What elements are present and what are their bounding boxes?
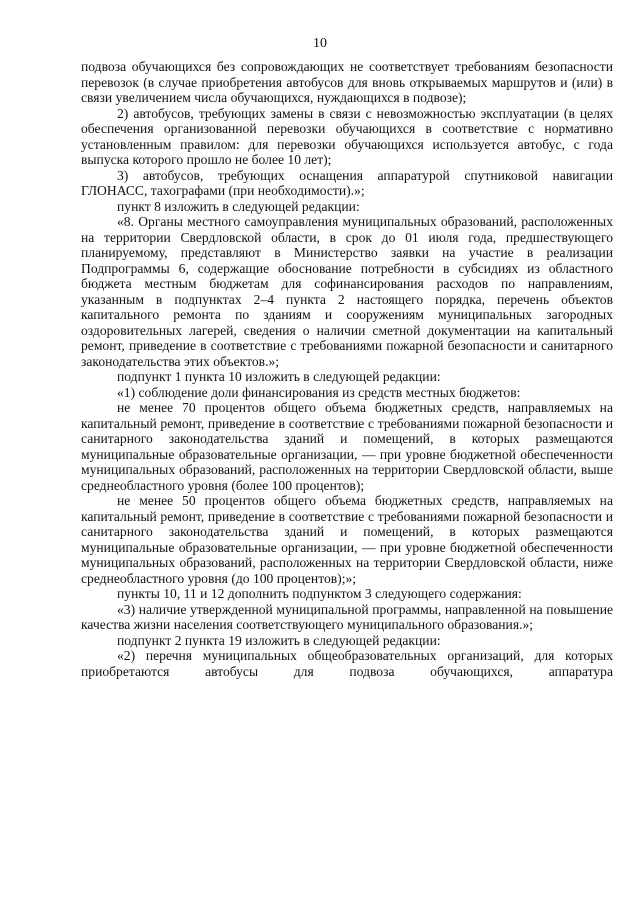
paragraph: подпункт 2 пункта 19 изложить в следующей редакции: bbox=[117, 632, 441, 648]
paragraph: пункт 8 изложить в следующей редакции: bbox=[117, 198, 360, 214]
paragraph: «1) соблюдение доли финансирования из средств местных бюджетов: bbox=[117, 384, 521, 400]
paragraph: «2) перечня муниципальных общеобразовательных организаций, для которых приобретаются автобусы для подвоза обучающихся, аппаратура bbox=[81, 648, 613, 679]
paragraph: «8. Органы местного самоуправления муниципальных образований, расположенных на территории Свердловской области, в срок до 01 июля года, предшествующего планируемому, представляют в Министерство заявки на участие в реализации Подпрограммы 6, содержащие обоснование потребности в субсидиях из областного бюджета местным бюджетам для софинансирования расходов по направлениям, указанным в подпунктах 2–4 пункта 2 настоящего порядка, перечень объектов капитального ремонта по зданиям и сооружениям муниципальных загородных оздоровительных лагерей, сведения о наличии сметной документации на капитальный ремонт, приведение в соответствие с требованиями пожарной безопасности и санитарного законодательства этих объектов.»; bbox=[81, 214, 613, 369]
paragraph: не менее 70 процентов общего объема бюджетных средств, направляемых на капитальный ремонт, приведение в соответствие с требованиями пожарной безопасности и санитарного законодательства зданий и помещений, в которых размещаются муниципальные образовательные организации, — при уровне бюджетной обеспеченности муниципальных образований, расположенных на территории Свердловской области, выше среднеобластного уровня (более 100 процентов); bbox=[81, 400, 613, 493]
paragraph: «3) наличие утвержденной муниципальной программы, направленной на повышение качества жизни населения соответствующего муниципального образования.»; bbox=[81, 601, 613, 632]
paragraph: 3) автобусов, требующих оснащения аппаратурой спутниковой навигации ГЛОНАСС, тахографами (при необходимости).»; bbox=[81, 167, 613, 198]
paragraph: 2) автобусов, требующих замены в связи с невозможностью эксплуатации (в целях обеспечения организованной перевозки обучающихся в соответствие с нормативно установленным правилом: для перевозки обучающихся используется автобус, с года выпуска которого прошло не более 10 лет); bbox=[81, 105, 613, 167]
paragraph: не менее 50 процентов общего объема бюджетных средств, направляемых на капитальный ремонт, приведение в соответствие с требованиями пожарной безопасности и санитарного законодательства зданий и помещений, в которых размещаются муниципальные образовательные организации, — при уровне бюджетной обеспеченности муниципальных образований, расположенных на территории Свердловской области, ниже среднеобластного уровня (до 100 процентов);»; bbox=[81, 493, 613, 586]
paragraph: пункты 10, 11 и 12 дополнить подпунктом 3 следующего содержания: bbox=[117, 586, 522, 601]
page-number: 10 bbox=[313, 36, 327, 51]
document-body bbox=[81, 59, 613, 679]
paragraph: подпункт 1 пункта 10 изложить в следующей редакции: bbox=[117, 369, 441, 384]
paragraph: подвоза обучающихся без сопровождающих не соответствует требованиям безопасности перевозок (в случае приобретения автобусов для вновь открываемых маршрутов и (или) в связи увеличением числа обучающихся, нуждающихся в подвозе); bbox=[81, 59, 613, 105]
